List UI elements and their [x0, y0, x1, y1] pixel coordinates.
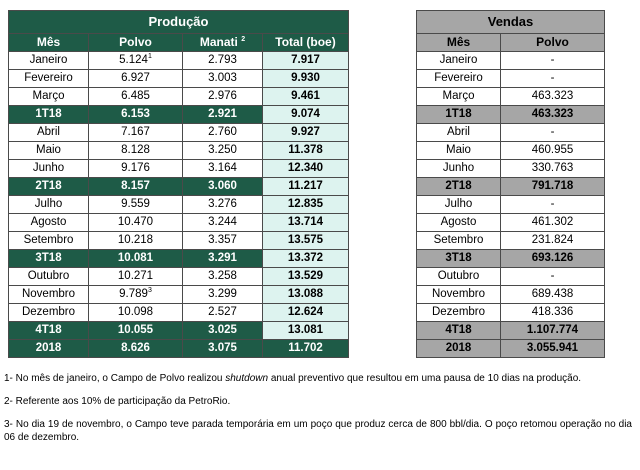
quarter-row [9, 322, 349, 340]
table-row [417, 88, 605, 106]
cell-mes: Abril [9, 124, 89, 142]
cell-total: 13.088 [263, 286, 349, 304]
table-row [9, 70, 349, 88]
cell-mes: Julho [9, 196, 89, 214]
footnote-ref: 2 [241, 36, 246, 43]
footnotes [4, 372, 632, 454]
cell-mes: Dezembro [9, 304, 89, 322]
cell-polvo: 418.336 [501, 304, 605, 322]
cell-polvo-value: 9.559 [121, 198, 150, 210]
cell-polvo-value: 10.098 [117, 306, 154, 318]
cell-manati: 2.921 [183, 106, 263, 124]
cell-total: 12.340 [263, 160, 349, 178]
footnote-ref: 3 [147, 287, 152, 295]
cell-polvo [89, 286, 183, 304]
cell-polvo [89, 268, 183, 286]
cell-polvo [89, 232, 183, 250]
table-row [417, 52, 605, 70]
table-row [417, 232, 605, 250]
cell-manati: 3.075 [183, 340, 263, 358]
cell-polvo: - [501, 268, 605, 286]
table-row [9, 142, 349, 160]
cell-polvo-value: 7.167 [121, 126, 150, 138]
col-header-manati-label: Manati [199, 35, 238, 49]
cell-polvo-value: 8.157 [121, 180, 150, 192]
cell-total: 13.081 [263, 322, 349, 340]
cell-polvo-value: 6.485 [121, 90, 150, 102]
cell-polvo: 791.718 [501, 178, 605, 196]
cell-polvo [89, 124, 183, 142]
footnote-ref: 1 [147, 53, 152, 61]
cell-manati: 2.527 [183, 304, 263, 322]
cell-manati: 3.003 [183, 70, 263, 88]
cell-mes: Agosto [9, 214, 89, 232]
cell-mes: Fevereiro [9, 70, 89, 88]
cell-manati: 3.244 [183, 214, 263, 232]
cell-polvo: - [501, 70, 605, 88]
table-row [417, 124, 605, 142]
table-row [9, 214, 349, 232]
cell-polvo: - [501, 52, 605, 70]
cell-mes: Julho [417, 196, 501, 214]
cell-manati: 3.250 [183, 142, 263, 160]
table-row [417, 304, 605, 322]
quarter-row [417, 322, 605, 340]
cell-polvo [89, 340, 183, 358]
cell-manati: 2.976 [183, 88, 263, 106]
cell-total: 12.835 [263, 196, 349, 214]
year-row [9, 340, 349, 358]
table-row [9, 286, 349, 304]
cell-mes: 2T18 [417, 178, 501, 196]
cell-polvo: 689.438 [501, 286, 605, 304]
cell-manati: 3.357 [183, 232, 263, 250]
quarter-row [9, 106, 349, 124]
cell-polvo [89, 178, 183, 196]
cell-polvo: 693.126 [501, 250, 605, 268]
cell-total: 7.917 [263, 52, 349, 70]
cell-mes: Outubro [417, 268, 501, 286]
cell-manati: 3.164 [183, 160, 263, 178]
col-header-mes: Mês [417, 34, 501, 52]
cell-manati: 3.299 [183, 286, 263, 304]
table-row [9, 232, 349, 250]
quarter-row [9, 178, 349, 196]
cell-total: 13.372 [263, 250, 349, 268]
cell-polvo-value: 8.128 [121, 144, 150, 156]
footnote-3: 3- No dia 19 de novembro, o Campo teve parada temporária em um poço que produz cerca de 800 bbl/dia. O poço retomou operação no dia 06 de dezembro. [4, 419, 632, 443]
sales-title: Vendas [417, 11, 605, 34]
cell-mes: Novembro [417, 286, 501, 304]
cell-polvo [89, 70, 183, 88]
cell-polvo: 460.955 [501, 142, 605, 160]
cell-mes: 1T18 [417, 106, 501, 124]
cell-mes: Outubro [9, 268, 89, 286]
cell-mes: 3T18 [9, 250, 89, 268]
cell-mes: 4T18 [417, 322, 501, 340]
cell-mes: 2018 [9, 340, 89, 358]
cell-mes: 2T18 [9, 178, 89, 196]
cell-mes: Agosto [417, 214, 501, 232]
cell-mes: Novembro [9, 286, 89, 304]
cell-total: 9.074 [263, 106, 349, 124]
cell-polvo-value: 10.081 [117, 252, 154, 264]
cell-mes: Janeiro [417, 52, 501, 70]
cell-manati: 2.793 [183, 52, 263, 70]
cell-mes: Junho [417, 160, 501, 178]
quarter-row [9, 250, 349, 268]
cell-polvo: 463.323 [501, 88, 605, 106]
cell-mes: Dezembro [417, 304, 501, 322]
cell-polvo [89, 322, 183, 340]
cell-polvo-value: 9.789 [119, 288, 148, 300]
cell-polvo: 461.302 [501, 214, 605, 232]
cell-total: 9.927 [263, 124, 349, 142]
cell-polvo [89, 88, 183, 106]
sales-table [416, 10, 605, 358]
cell-polvo-value: 6.153 [121, 108, 150, 120]
table-row [417, 160, 605, 178]
cell-polvo-value: 10.055 [117, 324, 154, 336]
cell-polvo-value: 9.176 [121, 162, 150, 174]
cell-total: 11.702 [263, 340, 349, 358]
cell-polvo: - [501, 124, 605, 142]
cell-manati: 3.276 [183, 196, 263, 214]
table-row [9, 196, 349, 214]
table-row [9, 124, 349, 142]
cell-polvo [89, 142, 183, 160]
cell-polvo: 463.323 [501, 106, 605, 124]
production-table [8, 10, 349, 358]
table-row [417, 142, 605, 160]
quarter-row [417, 178, 605, 196]
cell-mes: Fevereiro [417, 70, 501, 88]
footnote-1-text: 1- No mês de janeiro, o Campo de Polvo realizou [4, 373, 226, 384]
col-header-total: Total (boe) [263, 34, 349, 52]
cell-polvo: 1.107.774 [501, 322, 605, 340]
cell-polvo-value: 10.218 [117, 234, 154, 246]
cell-polvo [89, 214, 183, 232]
table-row [417, 268, 605, 286]
table-row [417, 214, 605, 232]
cell-total: 13.575 [263, 232, 349, 250]
quarter-row [417, 340, 605, 358]
cell-mes: Março [417, 88, 501, 106]
quarter-row [417, 106, 605, 124]
cell-mes: Janeiro [9, 52, 89, 70]
cell-total: 11.217 [263, 178, 349, 196]
cell-manati: 3.258 [183, 268, 263, 286]
cell-mes: Setembro [417, 232, 501, 250]
cell-manati: 3.291 [183, 250, 263, 268]
footnote-1 [4, 372, 632, 385]
cell-polvo-value: 10.271 [117, 270, 154, 282]
cell-polvo-value: 10.470 [117, 216, 154, 228]
cell-total: 12.624 [263, 304, 349, 322]
cell-mes: 1T18 [9, 106, 89, 124]
quarter-row [417, 250, 605, 268]
cell-manati: 2.760 [183, 124, 263, 142]
table-row [9, 160, 349, 178]
col-header-manati [183, 34, 263, 52]
table-row [417, 196, 605, 214]
col-header-polvo: Polvo [501, 34, 605, 52]
table-row [417, 286, 605, 304]
cell-polvo [89, 250, 183, 268]
cell-mes: Maio [417, 142, 501, 160]
cell-mes: Junho [9, 160, 89, 178]
cell-polvo-value: 8.626 [121, 342, 150, 354]
footnote-2: 2- Referente aos 10% de participação da PetroRio. [4, 396, 231, 407]
cell-polvo-value: 5.124 [119, 54, 148, 66]
cell-polvo [89, 106, 183, 124]
table-row [9, 268, 349, 286]
table-row [9, 52, 349, 70]
cell-mes: 4T18 [9, 322, 89, 340]
cell-mes: Setembro [9, 232, 89, 250]
production-title: Produção [9, 11, 349, 34]
cell-polvo [89, 196, 183, 214]
cell-polvo: - [501, 196, 605, 214]
cell-mes: Março [9, 88, 89, 106]
cell-total: 13.529 [263, 268, 349, 286]
col-header-polvo: Polvo [89, 34, 183, 52]
cell-mes: 2018 [417, 340, 501, 358]
cell-polvo [89, 52, 183, 70]
cell-mes: 3T18 [417, 250, 501, 268]
table-row [9, 304, 349, 322]
cell-polvo [89, 304, 183, 322]
footnote-1-text-end: anual preventivo que resultou em uma pausa de 10 dias na produção. [268, 373, 582, 384]
col-header-mes: Mês [9, 34, 89, 52]
cell-total: 9.461 [263, 88, 349, 106]
cell-total: 9.930 [263, 70, 349, 88]
cell-polvo [89, 160, 183, 178]
cell-mes: Maio [9, 142, 89, 160]
cell-mes: Abril [417, 124, 501, 142]
cell-polvo: 3.055.941 [501, 340, 605, 358]
cell-total: 13.714 [263, 214, 349, 232]
cell-total: 11.378 [263, 142, 349, 160]
cell-manati: 3.025 [183, 322, 263, 340]
table-row [417, 70, 605, 88]
cell-polvo: 330.763 [501, 160, 605, 178]
cell-manati: 3.060 [183, 178, 263, 196]
cell-polvo: 231.824 [501, 232, 605, 250]
table-row [9, 88, 349, 106]
cell-polvo-value: 6.927 [121, 72, 150, 84]
footnote-1-emphasis: shutdown [225, 373, 269, 384]
